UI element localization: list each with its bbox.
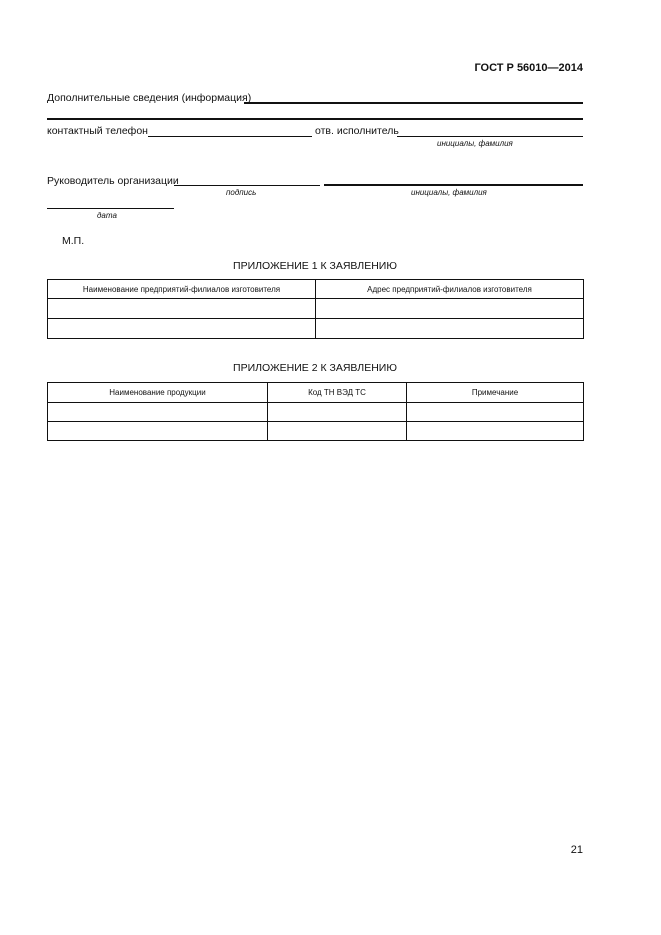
table-header-row	[48, 383, 584, 403]
table-header-row	[48, 280, 584, 299]
phone-label: контактный телефон	[47, 125, 148, 137]
executor-label: отв. исполнитель	[315, 125, 399, 137]
table-cell[interactable]	[316, 319, 584, 339]
head-label: Руководитель организации	[47, 175, 179, 187]
date-caption: дата	[97, 211, 117, 220]
initials-caption-head: инициалы, фамилия	[411, 188, 487, 197]
table-row	[48, 299, 584, 319]
table-cell[interactable]	[48, 319, 316, 339]
table-cell[interactable]	[407, 422, 584, 441]
appendix-1-title: ПРИЛОЖЕНИЕ 1 К ЗАЯВЛЕНИЮ	[233, 260, 397, 272]
column-header: Наименование продукции	[48, 383, 268, 403]
appendix-2-title: ПРИЛОЖЕНИЕ 2 К ЗАЯВЛЕНИЮ	[233, 362, 397, 374]
signature-caption: подпись	[226, 188, 257, 197]
additional-info-field[interactable]	[244, 102, 583, 104]
signature-field[interactable]	[174, 185, 320, 186]
additional-info-field-line-2[interactable]	[47, 118, 583, 120]
additional-info-label: Дополнительные сведения (информация)	[47, 92, 252, 104]
column-header: Примечание	[407, 383, 584, 403]
table-cell[interactable]	[268, 403, 407, 422]
document-code: ГОСТ Р 56010—2014	[474, 62, 583, 74]
phone-field[interactable]	[148, 136, 312, 137]
table-cell[interactable]	[407, 403, 584, 422]
column-header: Наименование предприятий-филиалов изготовителя	[48, 280, 316, 299]
column-header: Адрес предприятий-филиалов изготовителя	[316, 280, 584, 299]
table-row	[48, 403, 584, 422]
page-number: 21	[570, 844, 583, 856]
table-row	[48, 422, 584, 441]
initials-caption-executor: инициалы, фамилия	[437, 139, 513, 148]
column-header: Код ТН ВЭД ТС	[268, 383, 407, 403]
table-cell[interactable]	[48, 403, 268, 422]
table-row	[48, 319, 584, 339]
table-cell[interactable]	[48, 299, 316, 319]
table-cell[interactable]	[48, 422, 268, 441]
table-cell[interactable]	[316, 299, 584, 319]
head-initials-field[interactable]	[324, 184, 583, 186]
stamp-label: М.П.	[62, 235, 85, 247]
appendix-2-table	[47, 382, 584, 441]
table-cell[interactable]	[268, 422, 407, 441]
appendix-1-table	[47, 279, 584, 339]
executor-field[interactable]	[397, 136, 583, 137]
date-field[interactable]	[47, 208, 174, 209]
